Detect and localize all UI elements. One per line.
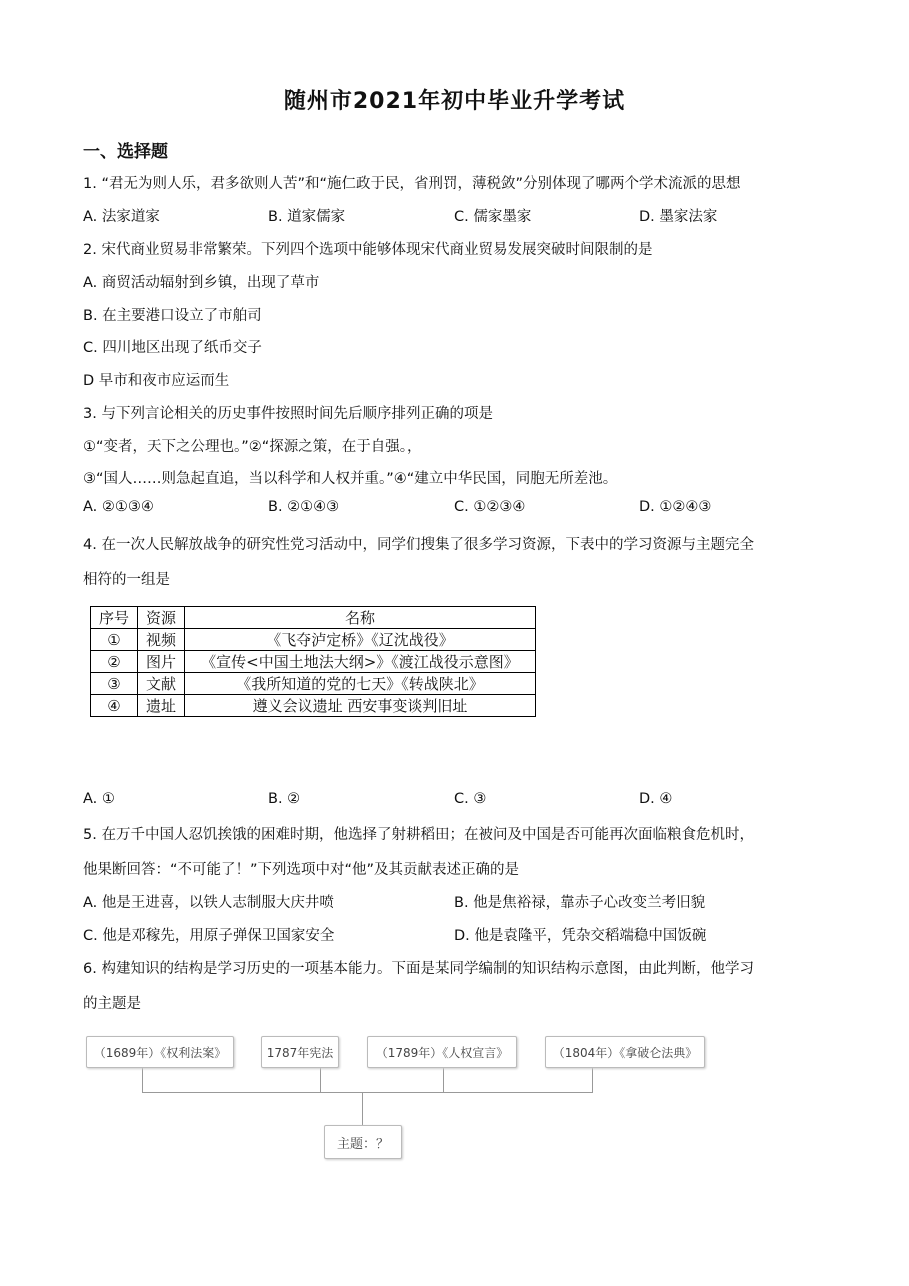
- page-title: 随州市2021年初中毕业升学考试: [283, 89, 626, 114]
- question-4-stem: 4. 在一次人民解放战争的研究性党习活动中，同学们搜集了很多学习资源，下表中的学习资源与主题完全: [83, 537, 754, 553]
- q2-option-a: A. 商贸活动辐射到乡镇，出现了草市: [83, 275, 320, 291]
- question-2-stem: 2. 宋代商业贸易非常繁荣。下列四个选项中能够体现宋代商业贸易发展突破时间限制的是: [83, 242, 653, 258]
- q2-option-c: C. 四川地区出现了纸币交子: [83, 340, 262, 356]
- q5-option-c: C. 他是邓稼先，用原子弹保卫国家安全: [83, 928, 335, 944]
- table-cell: 《我所知道的党的七天》《转战陕北》: [185, 673, 536, 695]
- diagram-box-bill-of-rights: （1689年）《权利法案》: [86, 1036, 234, 1068]
- table-header: 名称: [185, 607, 536, 629]
- question-5-stem-cont: 他果断回答：“不可能了！”下列选项中对“他”及其贡献表述正确的是: [83, 862, 520, 878]
- q1-option-c: C. 儒家墨家: [454, 209, 532, 225]
- q3-option-c: C. ①②③④: [454, 499, 526, 515]
- table-cell: ②: [91, 651, 138, 673]
- q1-option-a: A. 法家道家: [83, 209, 160, 225]
- q5-option-d: D. 他是袁隆平，凭杂交稻端稳中国饭碗: [454, 928, 707, 944]
- q1-option-b: B. 道家儒家: [268, 209, 346, 225]
- connector-line: [443, 1067, 444, 1092]
- question-1-stem: 1. “君无为则人乐，君多欲则人苦”和“施仁政于民，省刑罚，薄税敛”分别体现了哪两个学术流派的思想: [83, 176, 741, 192]
- q3-option-d: D. ①②④③: [639, 499, 712, 515]
- table-cell: 文献: [138, 673, 185, 695]
- connector-line: [142, 1067, 143, 1092]
- connector-line: [320, 1067, 321, 1092]
- diagram-box-theme: 主题：？: [324, 1125, 402, 1159]
- table-cell: 《宣传<中国土地法大纲>》《渡江战役示意图》: [185, 651, 536, 673]
- question-3-stem: 3. 与下列言论相关的历史事件按照时间先后顺序排列正确的项是: [83, 406, 493, 422]
- q3-quote-line-1: ①“变者，天下之公理也。”②“探源之策，在于自强。，: [83, 439, 422, 455]
- q4-option-b: B. ②: [268, 791, 301, 807]
- q1-option-d: D. 墨家法家: [639, 209, 718, 225]
- q5-option-b: B. 他是焦裕禄，靠赤子心改变兰考旧貌: [454, 895, 706, 911]
- table-cell: ④: [91, 695, 138, 717]
- question-4-stem-cont: 相符的一组是: [83, 572, 170, 588]
- question-5-stem: 5. 在万千中国人忍饥挨饿的困难时期，他选择了射耕稻田；在被问及中国是否可能再次面临粮食危机时，: [83, 827, 754, 843]
- q3-option-a: A. ②①③④: [83, 499, 154, 515]
- q3-quote-line-2: ③“国人……则急起直追，当以科学和人权并重。”④“建立中华民国，同胞无所差池。: [83, 471, 618, 487]
- q2-option-b: B. 在主要港口设立了市舶司: [83, 308, 262, 324]
- q4-option-c: C. ③: [454, 791, 487, 807]
- connector-line: [142, 1092, 593, 1093]
- table-cell: 遗址: [138, 695, 185, 717]
- connector-line: [592, 1067, 593, 1092]
- diagram-box-constitution: 1787年宪法: [261, 1036, 339, 1068]
- table-row: [91, 695, 536, 717]
- table-header-row: [91, 607, 536, 629]
- table-cell: ①: [91, 629, 138, 651]
- table-cell: 图片: [138, 651, 185, 673]
- diagram-box-napoleonic-code: （1804年）《拿破仑法典》: [545, 1036, 705, 1068]
- q2-option-d: D 早市和夜市应运而生: [83, 373, 230, 389]
- q5-option-a: A. 他是王进喜，以铁人志制服大庆井喷: [83, 895, 334, 911]
- table-header: 序号: [91, 607, 138, 629]
- resource-table: [90, 606, 536, 717]
- table-header: 资源: [138, 607, 185, 629]
- table-cell: ③: [91, 673, 138, 695]
- table-cell: 遵义会议遗址 西安事变谈判旧址: [185, 695, 536, 717]
- connector-line: [362, 1092, 363, 1125]
- question-6-stem-cont: 的主题是: [83, 996, 141, 1012]
- question-6-stem: 6. 构建知识的结构是学习历史的一项基本能力。下面是某同学编制的知识结构示意图，由此判断，他学习: [83, 961, 754, 977]
- section-heading: 一、选择题: [83, 142, 168, 162]
- table-cell: 《飞夺泸定桥》《辽沈战役》: [185, 629, 536, 651]
- table-row: [91, 673, 536, 695]
- q4-option-a: A. ①: [83, 791, 115, 807]
- q3-option-b: B. ②①④③: [268, 499, 340, 515]
- diagram-box-rights-declaration: （1789年）《人权宣言》: [367, 1036, 517, 1068]
- table-row: [91, 629, 536, 651]
- table-row: [91, 651, 536, 673]
- table-cell: 视频: [138, 629, 185, 651]
- q4-option-d: D. ④: [639, 791, 673, 807]
